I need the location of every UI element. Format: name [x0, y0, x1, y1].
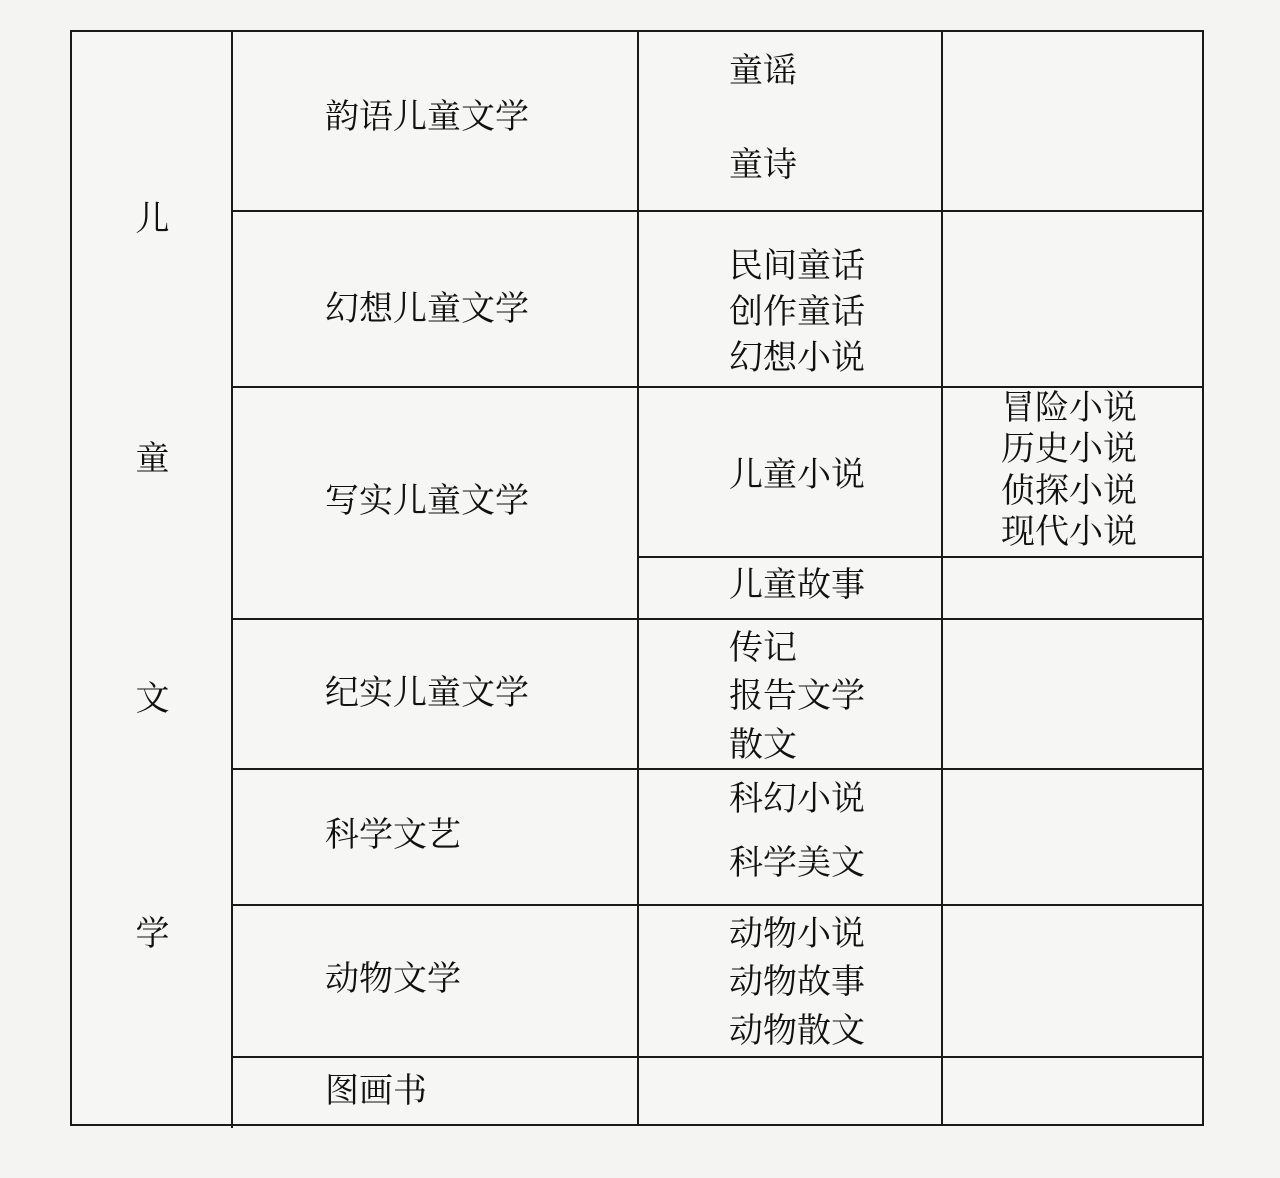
category-cell — [233, 770, 639, 906]
detail-cell — [943, 388, 1204, 558]
subtype-item: 科幻小说 — [729, 779, 865, 819]
subtype-item: 动物小说 — [729, 914, 865, 954]
category-cell — [233, 388, 639, 620]
subtype-item: 传记 — [729, 628, 797, 668]
novel-type-list — [1001, 388, 1137, 554]
subtype-cell — [639, 32, 943, 212]
subtype-item: 儿童故事 — [729, 565, 865, 605]
category-label: 图画书 — [325, 1071, 427, 1111]
category-cell — [233, 620, 639, 770]
category-label: 幻想儿童文学 — [325, 289, 529, 329]
subtype-cell — [639, 388, 943, 558]
category-cell — [233, 32, 639, 212]
subtype-item: 动物故事 — [729, 962, 865, 1003]
detail-cell — [943, 770, 1204, 906]
subtype-item: 科学美文 — [729, 843, 865, 883]
subtype-cell — [639, 558, 943, 620]
category-label: 纪实儿童文学 — [325, 673, 529, 713]
category-cell — [233, 906, 639, 1058]
detail-cell — [943, 32, 1204, 212]
category-label: 动物文学 — [325, 959, 461, 999]
root-cell — [72, 32, 233, 1128]
subtype-cell — [639, 1058, 943, 1124]
novel-type-item: 历史小说 — [1001, 429, 1137, 470]
subtype-item: 民间童话 — [729, 246, 865, 286]
subtype-item: 幻想小说 — [729, 337, 865, 378]
subtype-list — [729, 51, 797, 185]
literature-classification-table — [70, 30, 1204, 1126]
subtype-list — [729, 624, 865, 769]
detail-cell — [943, 212, 1204, 388]
category-cell — [233, 212, 639, 388]
subtype-list — [729, 244, 865, 382]
subtype-cell — [639, 906, 943, 1058]
category-label: 写实儿童文学 — [325, 481, 529, 521]
subtype-item: 童谣 — [729, 51, 797, 91]
subtype-item: 童诗 — [729, 145, 797, 185]
root-char: 儿 — [135, 199, 170, 239]
root-char: 学 — [135, 914, 170, 954]
category-label: 科学文艺 — [325, 815, 461, 855]
category-label: 韵语儿童文学 — [325, 97, 529, 137]
subtype-cell — [639, 620, 943, 770]
subtype-item: 报告文学 — [729, 676, 865, 717]
subtype-cell — [639, 212, 943, 388]
subtype-item: 动物散文 — [729, 1010, 865, 1051]
novel-type-item: 现代小说 — [1001, 512, 1137, 553]
detail-cell — [943, 1058, 1204, 1124]
detail-cell — [943, 620, 1204, 770]
subtype-list — [729, 910, 865, 1055]
detail-cell — [943, 906, 1204, 1058]
novel-type-item: 侦探小说 — [1001, 470, 1137, 511]
subtype-cell — [639, 770, 943, 906]
root-char: 文 — [135, 679, 170, 719]
subtype-item: 创作童话 — [729, 291, 865, 332]
root-char: 童 — [135, 439, 170, 479]
category-cell — [233, 1058, 639, 1124]
detail-cell — [943, 558, 1204, 620]
subtype-item: 儿童小说 — [729, 455, 865, 495]
novel-type-item: 冒险小说 — [1001, 388, 1137, 428]
subtype-list — [729, 779, 865, 883]
subtype-item: 散文 — [729, 724, 797, 765]
